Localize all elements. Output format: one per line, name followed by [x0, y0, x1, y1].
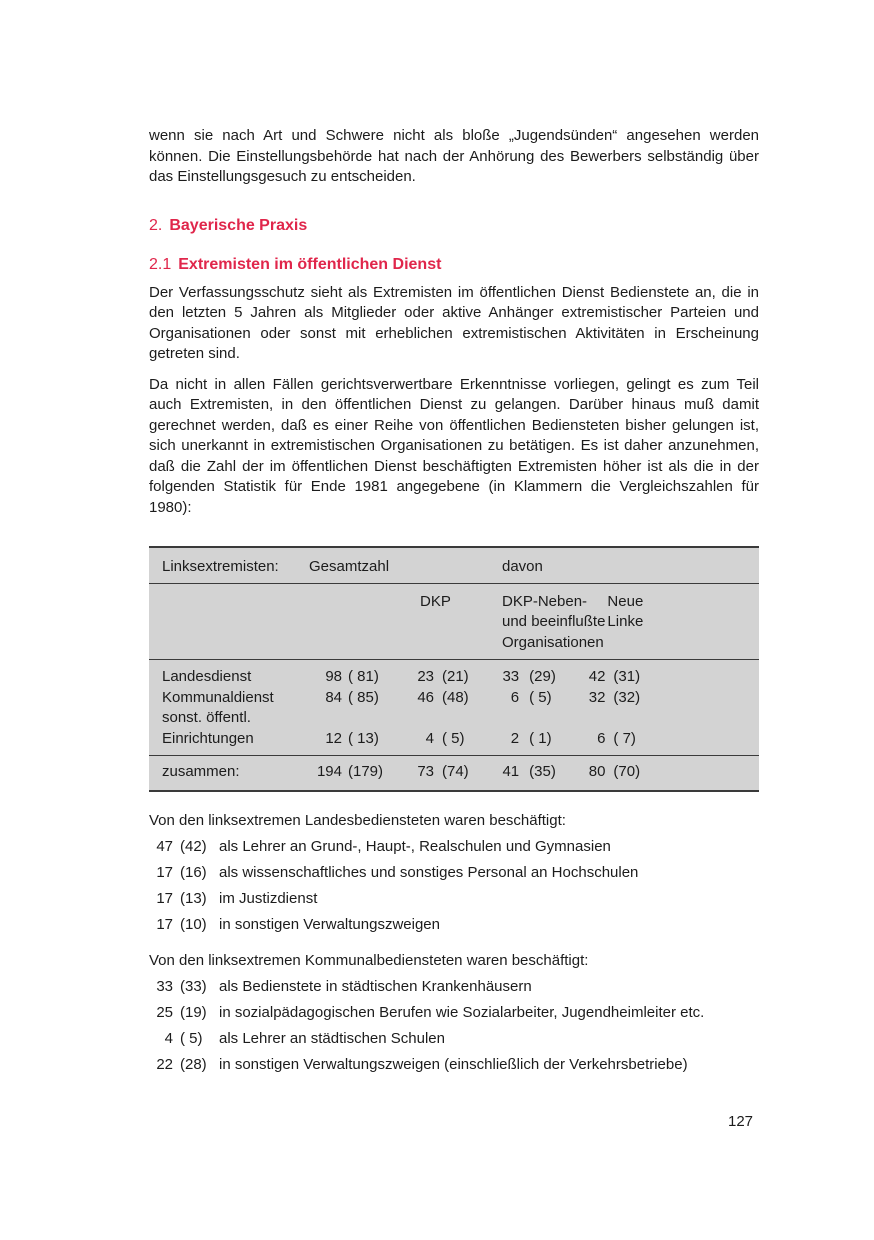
- list-item: [149, 1026, 759, 1052]
- page-body: [149, 126, 759, 528]
- header-neue-linke-line2: Linke: [607, 613, 644, 630]
- subsection-heading: [149, 255, 759, 275]
- list-item-prev: (16): [180, 864, 207, 881]
- header-dkp-neben-line1: DKP-Neben-: [502, 592, 588, 610]
- table-row: [149, 729, 759, 756]
- list-item-count: 4: [164, 1030, 173, 1047]
- list-item-prev: (19): [180, 1004, 207, 1021]
- list-item-text: in sozialpädagogischen Berufen wie Sozialarbeiter, Jugendheimleiter etc.: [219, 1004, 705, 1021]
- cell-dkp-prev: (21): [442, 668, 469, 685]
- list-item-count: 22: [156, 1056, 173, 1073]
- list-item-text: als wissenschaftliches und sonstiges Personal an Hochschulen: [219, 864, 639, 881]
- table-total-row: [149, 756, 759, 791]
- section-title: Bayerische Praxis: [169, 216, 308, 234]
- list-item: [149, 1000, 759, 1026]
- cell-neue-prev: (32): [613, 688, 641, 706]
- cell-neben: 2: [496, 729, 519, 756]
- cell-neue: 6: [574, 729, 606, 756]
- list-item-prev: (33): [180, 978, 207, 995]
- list-item-prev: ( 5): [180, 1030, 203, 1047]
- list-item: [149, 860, 759, 886]
- table-row: [149, 660, 759, 688]
- paragraph-statistics-intro: Da nicht in allen Fällen gerichtsverwertbare Erkenntnisse vorliegen, gelingt es zum Teil auch Extremisten, in den öffentlichen Dienst zu gelangen. Darüber hinaus muß damit gerechnet werden, daß es einer Reihe von öffentlichen Bediensteten bisher gelungen ist, sich unerkannt in extremistischen Organisationen zu betätigen. Es ist daher anzunehmen, daß die Zahl der im öffentlichen Dienst beschäftigten Extremisten höher ist als die in der folgenden Statistik für Ende 1981 angegebene (in Klammern die Vergleichszahlen für 1980):: [149, 375, 759, 516]
- table-row: [149, 708, 759, 729]
- cell-neue: 42: [588, 668, 606, 685]
- row-label: Kommunaldienst: [162, 688, 274, 706]
- row-label: Landesdienst: [162, 668, 252, 685]
- row-label-prefix: sonst. öffentl.: [162, 709, 251, 726]
- total-neben: 41: [496, 756, 519, 791]
- list-item: [149, 974, 759, 1000]
- list-item-prev: (10): [180, 916, 207, 933]
- subsection-title: Extremisten im öffentlichen Dienst: [178, 255, 442, 273]
- page-number: 127: [728, 1113, 754, 1130]
- list-item: [149, 1052, 759, 1078]
- header-dkp-neben-line2: und beeinflußte: [502, 613, 606, 630]
- extremists-statistics-table: [149, 546, 759, 792]
- cell-dkp: 23: [417, 668, 434, 685]
- list-item-count: 47: [156, 838, 173, 855]
- header-dkp: DKP: [394, 583, 496, 660]
- table-subheader-row: [149, 583, 759, 660]
- cell-neben-prev: ( 5): [529, 688, 552, 706]
- header-neue-linke: [605, 583, 759, 660]
- total-total-prev: (179): [342, 756, 394, 791]
- subsection-number: 2.1: [149, 255, 172, 273]
- list-item-count: 17: [156, 864, 173, 881]
- list-item-text: als Lehrer an städtischen Schulen: [219, 1030, 445, 1047]
- list-item-text: in sonstigen Verwaltungszweigen (einschließlich der Verkehrsbetriebe): [219, 1056, 688, 1073]
- list-item-text: als Lehrer an Grund-, Haupt-, Realschulen und Gymnasien: [219, 838, 611, 855]
- total-label: zusammen:: [149, 756, 309, 791]
- header-total: Gesamtzahl: [309, 547, 394, 583]
- list-item-count: 17: [156, 890, 173, 907]
- cell-neben: 33: [502, 668, 520, 685]
- cell-neue: 32: [588, 688, 606, 706]
- employment-lists: [149, 808, 759, 1078]
- total-dkp: 73: [394, 756, 434, 791]
- list-item: [149, 886, 759, 912]
- list2-lead: Von den linksextremen Kommunalbediensteten waren beschäftigt:: [149, 952, 589, 969]
- list-item-count: 25: [156, 1004, 173, 1021]
- list-item-count: 17: [156, 916, 173, 933]
- list-item-count: 33: [156, 978, 173, 995]
- cell-dkp: 46: [417, 688, 434, 706]
- cell-dkp-prev: (48): [442, 688, 469, 706]
- cell-neue-prev: ( 7): [605, 729, 647, 756]
- list-item-prev: (13): [180, 890, 207, 907]
- cell-neue-prev: (31): [613, 668, 641, 685]
- cell-total: 98: [325, 668, 342, 685]
- intro-paragraph: wenn sie nach Art und Schwere nicht als bloße „Jugendsünden“ angesehen werden können. Die Einstellungsbehörde hat nach der Anhörung des Bewerbers selbständig über das Einstellungsgesuch zu entscheiden.: [149, 127, 759, 185]
- list-item-text: als Bedienstete in städtischen Krankenhäusern: [219, 978, 532, 995]
- cell-total: 84: [325, 688, 342, 706]
- total-neue: 80: [574, 756, 606, 791]
- cell-total-prev: ( 13): [342, 729, 394, 756]
- cell-neben: 6: [510, 688, 520, 706]
- list-item-prev: (28): [180, 1056, 207, 1073]
- table-row: [149, 688, 759, 709]
- total-dkp-prev: (74): [434, 756, 496, 791]
- table-header-row: [149, 547, 759, 583]
- list-item: [149, 834, 759, 860]
- header-neue-linke-line1: Neue: [607, 592, 644, 610]
- cell-dkp: 4: [394, 729, 434, 756]
- total-neue-prev: (70): [605, 756, 647, 791]
- header-dkp-neben: [496, 583, 605, 660]
- row-label: Einrichtungen: [149, 729, 309, 756]
- list-item-text: im Justizdienst: [219, 890, 318, 907]
- cell-total-prev: ( 81): [348, 668, 379, 685]
- header-dkp-neben-line3: Organisationen: [502, 633, 604, 651]
- cell-total: 12: [309, 729, 342, 756]
- cell-neben-prev: ( 1): [519, 729, 574, 756]
- cell-neben-prev: (29): [529, 668, 556, 685]
- section-heading: [149, 216, 759, 236]
- total-neben-prev: (35): [519, 756, 574, 791]
- cell-dkp-prev: ( 5): [434, 729, 496, 756]
- list1-lead: Von den linksextremen Landesbediensteten waren beschäftigt:: [149, 812, 566, 829]
- cell-total-prev: ( 85): [348, 688, 379, 706]
- header-row-label: Linksextremisten:: [149, 547, 309, 583]
- list-item: [149, 912, 759, 938]
- paragraph-definition: Der Verfassungsschutz sieht als Extremisten im öffentlichen Dienst Bedienstete an, die in den letzten 5 Jahren als Mitglieder oder aktive Anhänger extremistischer Parteien und Organisationen oder sonst mit erheblichen extremistischen Aktivitäten in Erscheinung getreten sind.: [149, 283, 759, 362]
- section-number: 2.: [149, 216, 163, 234]
- header-davon: davon: [496, 547, 759, 583]
- list-item-prev: (42): [180, 838, 207, 855]
- total-total: 194: [309, 756, 342, 791]
- list-item-text: in sonstigen Verwaltungszweigen: [219, 916, 440, 933]
